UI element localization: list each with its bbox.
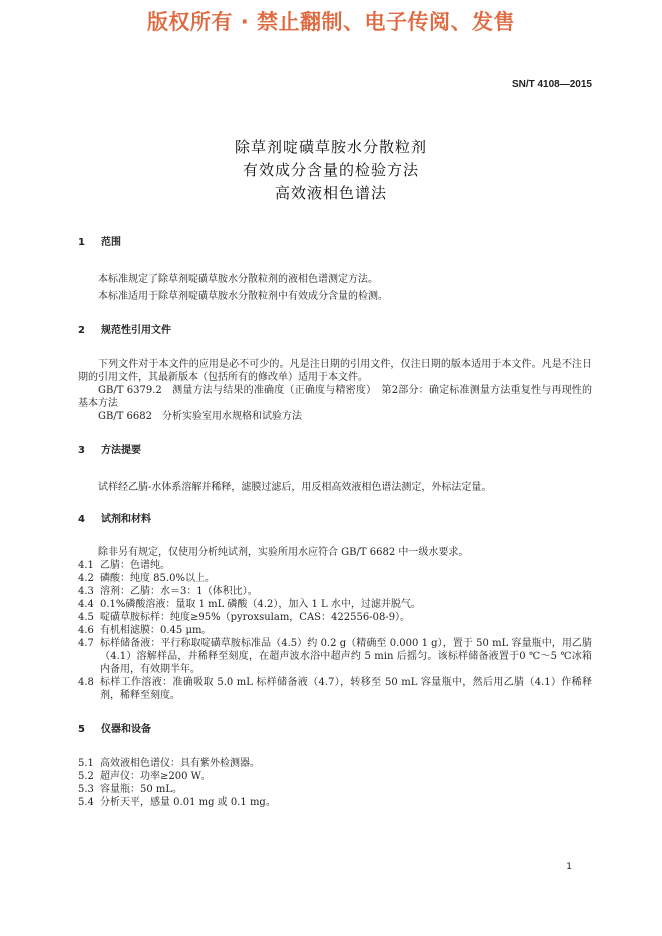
reagent-list (78, 559, 592, 702)
list-item (78, 611, 592, 624)
section-title: 范围 (100, 237, 121, 248)
document-title (0, 136, 662, 205)
item-number: 5.1 (78, 758, 94, 769)
item-number: 4.2 (78, 573, 94, 584)
section-heading-principle (78, 444, 592, 457)
list-item (78, 676, 592, 702)
copyright-banner: 版权所有 · 禁止翻制、电子传阅、发售 (146, 10, 516, 34)
list-item (78, 585, 592, 598)
item-number: 4.7 (78, 638, 94, 649)
item-number: 4.6 (78, 625, 94, 636)
reference-item: GB/T 6379.2 测量方法与结果的准确度（正确度与精密度） 第2部分：确定标准测量方法重复性与再现性的基本方法 (78, 385, 592, 409)
item-text: 有机相滤膜：0.45 μm。 (100, 625, 212, 636)
item-text: 溶剂：乙腈：水＝3：1（体积比）。 (100, 586, 258, 597)
item-text: 标样工作溶液：准确吸取 5.0 mL 标样储备液（4.7），转移至 50 mL 容量瓶中，然后用乙腈（4.1）作稀释剂，稀释至刻度。 (100, 677, 592, 701)
list-item (78, 572, 592, 585)
section-heading-normative-references (78, 324, 592, 337)
list-item (78, 598, 592, 611)
list-item (78, 783, 592, 796)
paragraph: 本标准规定了除草剂啶磺草胺水分散粒剂的液相色谱测定方法。 (98, 274, 378, 285)
list-item (78, 757, 592, 770)
page-number: 1 (566, 862, 572, 872)
item-text: 高效液相色谱仪：具有紫外检测器。 (100, 758, 260, 769)
item-number: 4.1 (78, 560, 94, 571)
title-line-3: 高效液相色谱法 (274, 184, 387, 202)
reference-item: GB/T 6682 分析实验室用水规格和试验方法 (98, 411, 303, 422)
document-body (78, 236, 592, 809)
item-text: 标样储备液：平行称取啶磺草胺标准品（4.5）约 0.2 g（精确至 0.000 1 g），置于 50 mL 容量瓶中，用乙腈（4.1）溶解样品，并稀释至刻度，在超声波水浴中超声约 5 min 后摇匀。该标样储备液置于0 ℃～5 ℃冰箱内备用，有效期半年。 (100, 638, 592, 675)
section-number: 3 (78, 445, 85, 456)
list-item (78, 770, 592, 783)
title-line-2: 有效成分含量的检验方法 (242, 161, 419, 179)
list-item (78, 637, 592, 676)
section-title: 规范性引用文件 (100, 325, 171, 336)
section-number: 5 (78, 724, 85, 735)
item-number: 4.4 (78, 599, 94, 610)
list-item (78, 624, 592, 637)
item-text: 磷酸：纯度 85.0%以上。 (100, 573, 215, 584)
item-number: 5.3 (78, 784, 94, 795)
item-number: 4.3 (78, 586, 94, 597)
item-text: 啶磺草胺标样：纯度≥95%（pyroxsulam，CAS：422556-08-9）。 (100, 612, 411, 623)
section-title: 试剂和材料 (100, 514, 151, 525)
standard-number: SN/T 4108—2015 (511, 79, 592, 90)
item-number: 4.5 (78, 612, 94, 623)
section-number: 2 (78, 325, 85, 336)
section-title: 方法提要 (100, 445, 141, 456)
item-text: 容量瓶：50 mL。 (100, 784, 183, 795)
paragraph: 本标准适用于除草剂啶磺草胺水分散粒剂中有效成分含量的检测。 (98, 291, 388, 302)
item-text: 分析天平，感量 0.01 mg 或 0.1 mg。 (100, 797, 276, 808)
section-heading-scope (78, 236, 592, 249)
list-item (78, 796, 592, 809)
paragraph: 除非另有规定，仅使用分析纯试剂，实验所用水应符合 GB/T 6682 中一级水要求。 (98, 547, 469, 558)
section-heading-apparatus (78, 723, 592, 736)
section-heading-reagents (78, 513, 592, 526)
paragraph: 下列文件对于本文件的应用是必不可少的。凡是注日期的引用文件，仅注日期的版本适用于本文件。凡是不注日期的引用文件，其最新版本（包括所有的修改单）适用于本文件。 (78, 359, 592, 383)
item-number: 4.8 (78, 677, 94, 688)
list-item (78, 559, 592, 572)
item-number: 5.4 (78, 797, 94, 808)
title-line-1: 除草剂啶磺草胺水分散粒剂 (234, 138, 427, 156)
section-number: 4 (78, 514, 85, 525)
item-number: 5.2 (78, 771, 94, 782)
section-title: 仪器和设备 (100, 724, 151, 735)
section-number: 1 (78, 237, 85, 248)
paragraph: 试样经乙腈-水体系溶解并稀释，滤膜过滤后，用反相高效液相色谱法测定，外标法定量。 (98, 482, 492, 493)
item-text: 超声仪：功率≥200 W。 (100, 771, 211, 782)
item-text: 乙腈：色谱纯。 (100, 560, 170, 571)
item-text: 0.1%磷酸溶液：量取 1 mL 磷酸（4.2），加入 1 L 水中，过滤并脱气。 (100, 599, 421, 610)
